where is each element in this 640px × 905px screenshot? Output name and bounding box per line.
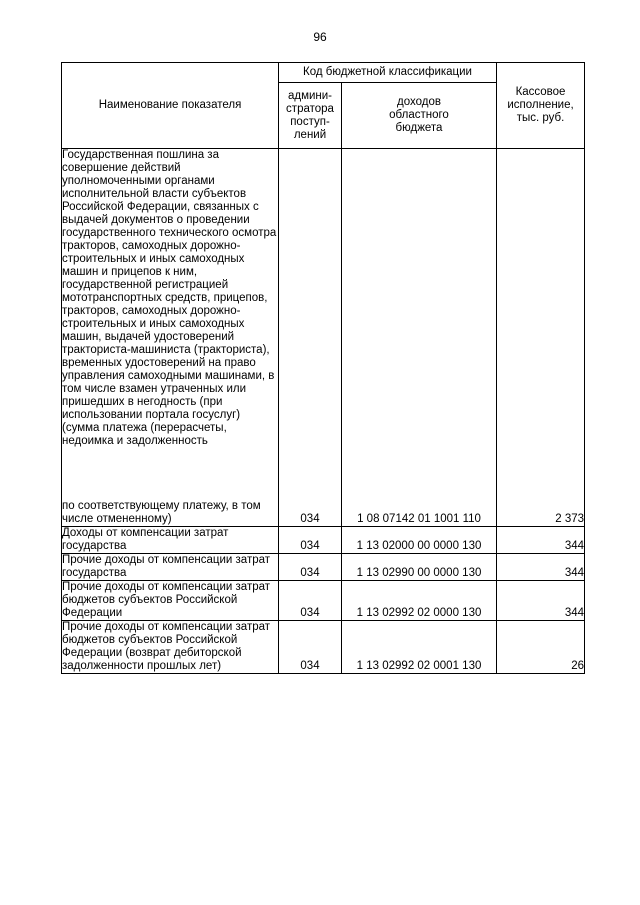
header-cash-execution: Кассовое исполнение, тыс. руб. bbox=[497, 63, 585, 149]
row-code: 1 13 02992 02 0000 130 bbox=[342, 581, 497, 621]
row-name-continuation: по соответствующему платежу, в том числе отмененному) bbox=[62, 500, 261, 525]
row-code: 1 13 02000 00 0000 130 bbox=[342, 527, 497, 554]
row-administrator: 034 bbox=[279, 621, 342, 674]
table-row bbox=[62, 149, 585, 527]
row-name: Государственная пошлина за совершение действий уполномоченными органами исполнительной власти субъектов Российской Федерации, связанных с выдачей документов о проведении государственного технического осмотра тракторов, самоходных дорожно-строительных и иных самоходных машин и прицепов к ним, государственной регистрацией мототранспортных средств, прицепов, тракторов, самоходных дорожно-строительных и иных самоходных машин, выдачей удостоверений тракториста-машиниста (тракториста), временных удостоверений на право управления самоходными машинами, в том числе взамен утраченных или пришедших в негодность (при использовании портала госуслуг) (сумма платежа (перерасчеты, недоимка и задолженность bbox=[62, 149, 277, 447]
table-row bbox=[62, 621, 585, 674]
header-budget-classification-code: Код бюджетной классификации bbox=[279, 63, 497, 83]
header-regional-revenues: доходов областного бюджета bbox=[342, 83, 497, 149]
row-name: Доходы от компенсации затрат государства bbox=[62, 527, 279, 554]
row-amount: 344 bbox=[497, 554, 585, 581]
header-administrator: админи- стратора поступ- лений bbox=[279, 83, 342, 149]
row-code: 1 08 07142 01 1001 110 bbox=[342, 149, 497, 527]
row-amount: 344 bbox=[497, 527, 585, 554]
row-name: Прочие доходы от компенсации затрат бюджетов субъектов Российской Федерации (возврат дебиторской задолженности прошлых лет) bbox=[62, 621, 279, 674]
table-row bbox=[62, 554, 585, 581]
row-amount: 26 bbox=[497, 621, 585, 674]
row-name-cell bbox=[62, 149, 279, 527]
row-administrator: 034 bbox=[279, 554, 342, 581]
row-administrator: 034 bbox=[279, 581, 342, 621]
row-administrator: 034 bbox=[279, 149, 342, 527]
header-indicator-name: Наименование показателя bbox=[62, 63, 279, 149]
row-code: 1 13 02992 02 0001 130 bbox=[342, 621, 497, 674]
table-row bbox=[62, 581, 585, 621]
row-name: Прочие доходы от компенсации затрат бюджетов субъектов Российской Федерации bbox=[62, 581, 279, 621]
row-code: 1 13 02990 00 0000 130 bbox=[342, 554, 497, 581]
page-number: 96 bbox=[313, 30, 327, 44]
row-name: Прочие доходы от компенсации затрат государства bbox=[62, 554, 279, 581]
row-amount: 344 bbox=[497, 581, 585, 621]
row-administrator: 034 bbox=[279, 527, 342, 554]
table-row bbox=[62, 527, 585, 554]
row-amount: 2 373 bbox=[497, 149, 585, 527]
budget-table bbox=[61, 62, 585, 674]
